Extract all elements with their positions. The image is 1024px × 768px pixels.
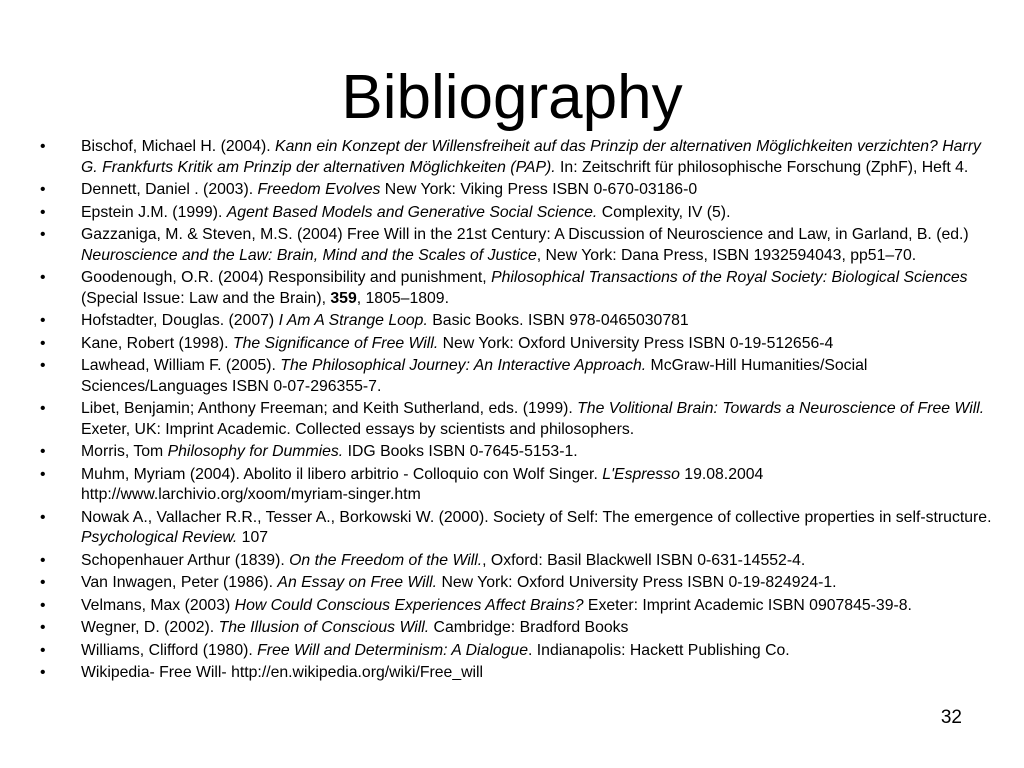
reference-text: Agent Based Models and Generative Social Science.	[226, 203, 598, 221]
reference-text: Lawhead, William F. (2005).	[81, 357, 281, 374]
reference-item	[40, 508, 995, 549]
reference-text: New York: Oxford University Press ISBN 0-19-824924-1.	[437, 574, 837, 591]
reference-item	[40, 311, 995, 332]
reference-text: Free Will and Determinism: A Dialogue	[257, 641, 528, 659]
reference-item	[40, 203, 995, 224]
bullet-icon: •	[40, 619, 46, 636]
reference-item	[40, 356, 995, 397]
bullet-icon: •	[40, 465, 46, 483]
reference-text: On the Freedom of the Will.	[289, 551, 483, 569]
bullet-icon: •	[40, 400, 46, 417]
reference-text: 107	[237, 529, 269, 546]
reference-item	[40, 442, 995, 463]
reference-item	[40, 465, 995, 506]
bullet-icon: •	[40, 203, 46, 221]
reference-list	[40, 137, 995, 686]
reference-text: Williams, Clifford (1980).	[81, 641, 258, 659]
reference-text: Philosophical Transactions of the Royal Society: Biological Sciences	[491, 269, 968, 286]
reference-text: Kane, Robert (1998).	[81, 334, 233, 352]
reference-text: Bischof, Michael H. (2004).	[81, 138, 276, 155]
reference-text: Goodenough, O.R. (2004) Responsibility and punishment,	[81, 269, 492, 286]
reference-text: Exeter, UK: Imprint Academic. Collected essays by scientists and philosophers.	[81, 420, 635, 438]
reference-text: Complexity, IV (5).	[597, 203, 731, 221]
bullet-icon: •	[40, 334, 46, 352]
reference-text: , Oxford: Basil Blackwell ISBN 0-631-14552-4.	[482, 551, 806, 569]
reference-text: Wegner, D. (2002).	[81, 619, 219, 636]
reference-item	[40, 180, 995, 201]
reference-text: In: Zeitschrift für philosophische Forschung (ZphF), Heft 4.	[555, 158, 969, 176]
reference-text: I Am A Strange Loop.	[278, 312, 428, 329]
reference-text: . Indianapolis: Hackett Publishing Co.	[528, 641, 790, 659]
reference-text: How Could Conscious Experiences Affect Brains?	[234, 596, 584, 614]
bullet-icon: •	[40, 596, 46, 614]
reference-text: Basic Books. ISBN 978-0465030781	[427, 312, 689, 329]
reference-item	[40, 618, 995, 639]
bullet-icon: •	[40, 357, 46, 374]
reference-text: The Volitional Brain: Towards a Neuroscience of Free Will.	[577, 400, 985, 417]
reference-item	[40, 663, 995, 684]
reference-text: Psychological Review.	[81, 529, 238, 546]
reference-text: Cambridge: Bradford Books	[429, 619, 629, 636]
reference-item	[40, 573, 995, 594]
reference-text: Philosophy for Dummies.	[167, 443, 344, 460]
bullet-icon: •	[40, 269, 46, 286]
reference-text: Dennett, Daniel . (2003).	[81, 181, 258, 198]
reference-text: L'Espresso	[602, 465, 680, 483]
reference-text: McGraw-Hill Humanities/Social Sciences/Languages ISBN 0-07-296355-7.	[81, 357, 868, 395]
reference-item	[40, 334, 995, 355]
bullet-icon: •	[40, 226, 46, 243]
reference-item	[40, 399, 995, 440]
reference-text: Epstein J.M. (1999).	[81, 203, 227, 221]
reference-text: Kann ein Konzept der Willensfreiheit auf das Prinzip der alternativen Möglichkeiten verzichten? Harry G. Frankfurts Kritik am Prinzip der alternativen Möglichkeiten (PAP).	[81, 138, 981, 176]
reference-text: Muhm, Myriam (2004). Abolito il libero arbitrio - Colloquio con Wolf Singer.	[81, 465, 603, 483]
reference-text: Libet, Benjamin; Anthony Freeman; and Keith Sutherland, eds. (1999).	[81, 400, 578, 417]
reference-text: Neuroscience and the Law: Brain, Mind and the Scales of Justice	[81, 246, 537, 264]
reference-text: Exeter: Imprint Academic ISBN 0907845-39-8.	[583, 596, 912, 614]
reference-text: Hofstadter, Douglas. (2007)	[81, 312, 279, 329]
reference-text: 19.08.2004 http://www.larchivio.org/xoom/myriam-singer.htm	[81, 465, 764, 503]
reference-text: Gazzaniga, M. & Steven, M.S. (2004) Free Will in the 21st Century: A Discussion of Neuroscience and Law, in Garland, B. (ed.)	[81, 226, 969, 243]
reference-text: , 1805–1809.	[356, 289, 449, 307]
bullet-icon: •	[40, 443, 46, 460]
reference-text: Van Inwagen, Peter (1986).	[81, 574, 278, 591]
reference-text: IDG Books ISBN 0-7645-5153-1.	[343, 443, 578, 460]
reference-item	[40, 137, 995, 178]
reference-text: New York: Viking Press ISBN 0-670-03186-0	[380, 181, 698, 198]
bullet-icon: •	[40, 508, 46, 526]
reference-text: , New York: Dana Press, ISBN 1932594043, pp51–70.	[536, 246, 917, 264]
reference-text: Velmans, Max (2003)	[81, 596, 235, 614]
bullet-icon: •	[40, 641, 46, 659]
reference-text: Freedom Evolves	[257, 181, 381, 198]
reference-text: 359	[330, 289, 357, 307]
page-number: 32	[940, 707, 962, 728]
reference-text: The Significance of Free Will.	[232, 334, 439, 352]
reference-text: Morris, Tom	[81, 443, 168, 460]
reference-text: Schopenhauer Arthur (1839).	[81, 551, 290, 569]
reference-text: The Philosophical Journey: An Interactive Approach.	[280, 357, 647, 374]
bullet-icon: •	[40, 551, 46, 569]
bullet-icon: •	[40, 312, 46, 329]
reference-text: New York: Oxford University Press ISBN 0-19-512656-4	[438, 334, 834, 352]
bullet-icon: •	[40, 574, 46, 591]
reference-item	[40, 225, 995, 266]
slide-title: Bibliography	[341, 63, 683, 132]
reference-item	[40, 551, 995, 572]
bullet-icon: •	[40, 664, 46, 681]
reference-item	[40, 268, 995, 309]
bullet-icon: •	[40, 181, 46, 198]
reference-text: The Illusion of Conscious Will.	[218, 619, 430, 636]
bullet-icon: •	[40, 138, 46, 155]
reference-item	[40, 641, 995, 662]
reference-text: An Essay on Free Will.	[277, 574, 438, 591]
reference-text: (Special Issue: Law and the Brain),	[81, 289, 331, 307]
reference-text: Wikipedia- Free Will- http://en.wikipedia.org/wiki/Free_will	[81, 664, 484, 681]
reference-text: Nowak A., Vallacher R.R., Tesser A., Borkowski W. (2000). Society of Self: The emergence of collective properties in self-structure.	[81, 508, 992, 526]
reference-item	[40, 596, 995, 617]
